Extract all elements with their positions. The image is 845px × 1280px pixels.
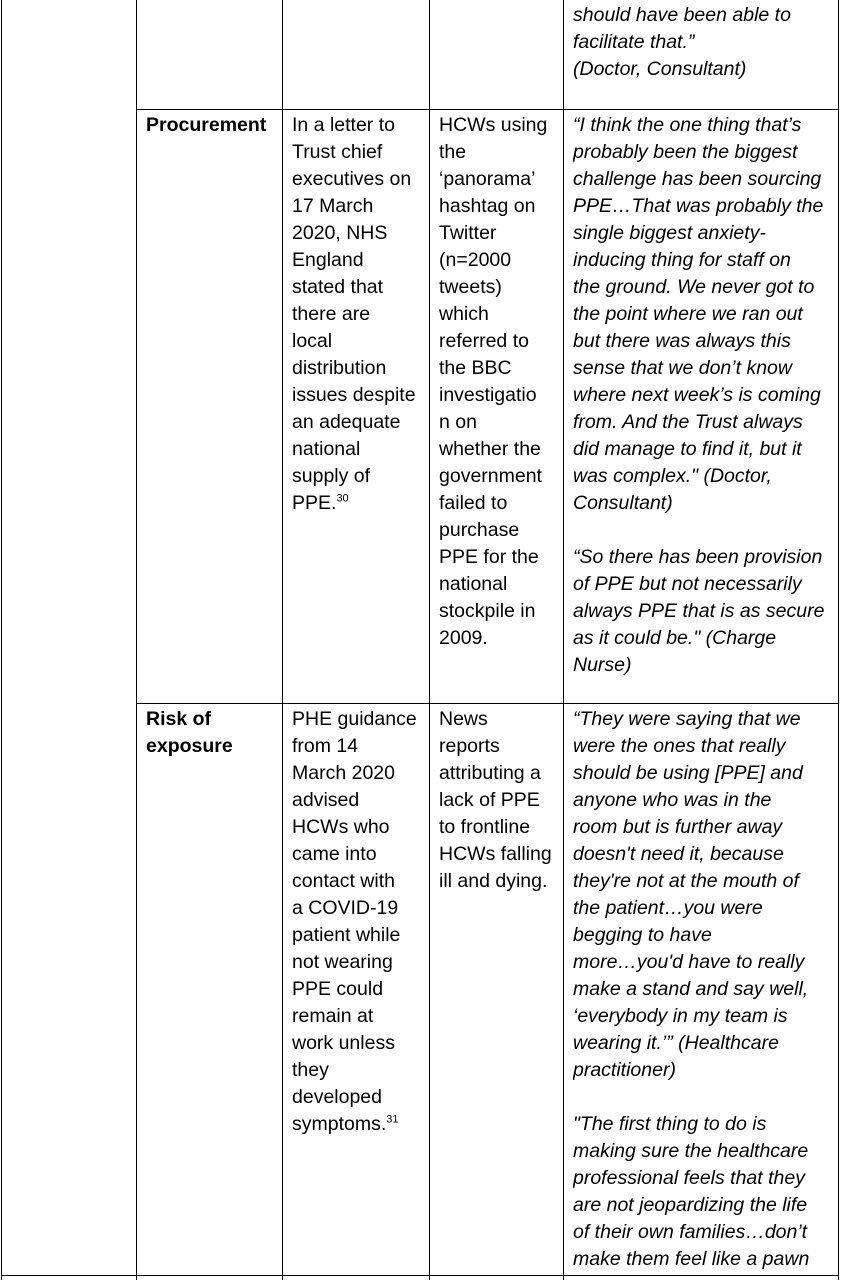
policy-procurement xyxy=(292,112,428,517)
media-risk-of-exposure: News reports attributing a lack of PPE to frontline HCWs falling ill and dying. xyxy=(439,708,552,892)
reference-number: 31 xyxy=(386,1113,399,1126)
table-column-divider xyxy=(282,0,283,1280)
policy-risk-of-exposure xyxy=(292,706,428,1138)
policy-text: PHE guidance from 14 March 2020 advised HCWs who came into contact with a COVID-19 patient while not wearing PPE could remain at work unless they developed symptoms. xyxy=(292,708,417,1135)
table-column-divider xyxy=(563,0,564,1280)
table-border-left xyxy=(1,0,2,1280)
table-row-divider xyxy=(136,703,839,704)
table-column-divider xyxy=(429,0,430,1280)
policy-text: In a letter to Trust chief executives on 17 March 2020, NHS England stated that there are local distribution issues despite an adequate national supply of PPE. xyxy=(292,114,416,514)
quote-procurement-1: “I think the one thing that’s probably been the biggest challenge has been sourcing PPE…That was probably the single biggest anxiety- inducing thing for staff on the ground. We never got to the point where we ran out but there was always this sense that we don’t know where next week’s is coming from. And the Trust always did manage to find it, but it was complex." (Doctor, Consultant) xyxy=(573,114,824,514)
media-procurement: HCWs using the ‘panorama’ hashtag on Twitter (n=2000 tweets) which referred to the BBC investigatio n on whether the government failed to purchase PPE for the national stockpile in 2009. xyxy=(439,114,548,649)
theme-procurement: Procurement xyxy=(146,114,267,136)
table-border-bottom xyxy=(1,1275,839,1276)
table-row-divider xyxy=(136,109,839,110)
quote-procurement-2: “So there has been provision of PPE but not necessarily always PPE that is as secure as it could be." (Charge Nurse) xyxy=(573,546,825,676)
table-border-right xyxy=(838,0,839,1280)
quote-risk-of-exposure-1: “They were saying that we were the ones that really should be using [PPE] and anyone who was in the room but is further away doesn't need it, because they're not at the mouth of the patient…you were begging to have more…you'd have to really make a stand and say well, ‘everybody in my team is wearing it.’” (Healthcare practitioner) xyxy=(573,708,809,1081)
table-column-divider xyxy=(136,0,137,1280)
reference-number: 30 xyxy=(336,492,349,505)
theme-risk-of-exposure: Risk of exposure xyxy=(146,708,233,757)
quote-risk-of-exposure-2: "The first thing to do is making sure the healthcare professional feels that they are not jeopardizing the life of their own families…don’t make them feel like a pawn xyxy=(573,1113,810,1270)
quote-continuation: should have been able to facilitate that.” (Doctor, Consultant) xyxy=(573,4,791,80)
